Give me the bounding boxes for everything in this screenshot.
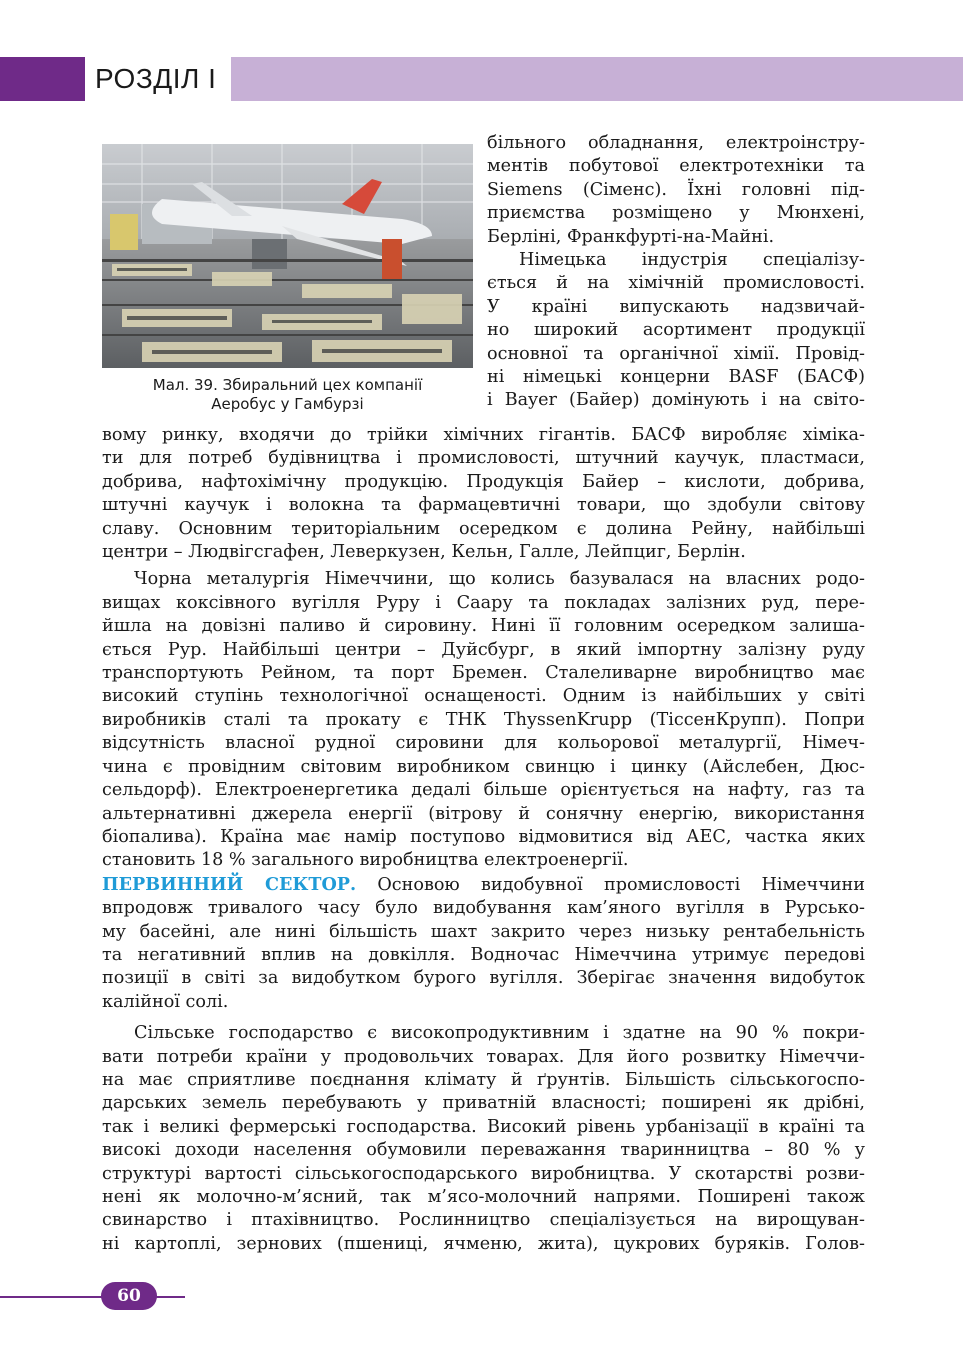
text-line: ється й на хімічній промисловості. bbox=[487, 273, 865, 294]
text-line: Сільське господарство є високопродуктивним і здатне на 90 % покри- bbox=[134, 1023, 865, 1044]
airbus-assembly-photo bbox=[102, 144, 473, 368]
text-line: ні картоплі, зернових (пшениці, ячменю, жита), цукрових буряків. Голов- bbox=[102, 1233, 865, 1254]
chapter-title: РОЗДІЛ І bbox=[95, 63, 217, 94]
text-line: дарських земель перебувають у приватній власності; поширені як дрібні, bbox=[102, 1093, 865, 1114]
paragraph-chemical-cont bbox=[102, 424, 865, 564]
text-line: біопалива). Країна має намір поступово відмовитися від АЕС, частка яких bbox=[102, 826, 865, 847]
text-line: сельдорф). Електроенергетика дедалі більше орієнтується на нафту, газ та bbox=[102, 780, 865, 801]
text-line: му басейні, але нині більшість шахт закрито через низьку рентабельність bbox=[102, 921, 865, 942]
text-line: транспортують Рейном, та порт Бремен. Сталеливарне виробництво має bbox=[102, 663, 865, 684]
text-line: так і великі фермерські господарства. Високий рівень урбанізації в країні та bbox=[102, 1116, 865, 1137]
text-line: центри – Людвігсгафен, Леверкузен, Кельн, Галле, Лейпциг, Берлін. bbox=[102, 542, 746, 563]
text-line: на має сприятливе поєднання клімату й ґрунтів. Більшість сільськогоспо- bbox=[102, 1069, 865, 1090]
text-line: Німецька індустрія спеціалізу- bbox=[519, 250, 865, 271]
caption-line: Аеробус у Гамбурзі bbox=[211, 395, 364, 413]
paragraph-agriculture bbox=[102, 1022, 865, 1256]
text-line: Siemens (Сіменс). Їхні головні під- bbox=[487, 179, 865, 200]
text-line: альтернативні джерела енергії (вітрову й сонячну енергію, використання bbox=[102, 803, 865, 824]
narrow-column-text bbox=[487, 132, 865, 413]
paragraph-metallurgy bbox=[102, 568, 865, 872]
paragraph-primary-sector bbox=[102, 873, 865, 1014]
text-line: структурі вартості сільськогосподарського виробництва. У скотарстві розви- bbox=[102, 1163, 865, 1184]
caption-line: Мал. 39. Збиральний цех компанії bbox=[152, 376, 423, 394]
text-line: та негативний вплив на довкілля. Водночас Німеччина утримує передові bbox=[102, 944, 865, 965]
text-line: добрива, нафтохімічну продукцію. Продукція Байер – кислоти, добрива, bbox=[102, 471, 865, 492]
text-line: штучні каучук і волокна та фармацевтичні товари, що здобули світову bbox=[102, 495, 865, 516]
chapter-header-band bbox=[231, 57, 963, 101]
text-line: впродовж тривалого часу було видобування кам’яного вугілля в Рурсько- bbox=[102, 898, 865, 919]
text-line: виробників сталі та прокату є ТНК ThyssenKrupp (ТіссенКрупп). Попри bbox=[102, 709, 865, 730]
text-line: ні німецькі концерни BASF (БАСФ) bbox=[487, 367, 865, 388]
text-line: відсутність власної рудної сировини для кольорової металургії, Німеч- bbox=[102, 733, 865, 754]
text-line: становить 18 % загального виробництва електроенергії. bbox=[102, 850, 629, 871]
text-line: ментів побутової електротехніки та bbox=[487, 156, 865, 177]
text-line: свинарство і птахівництво. Рослинництво спеціалізується на вирощуван- bbox=[102, 1210, 865, 1231]
text-line: вати потреби країни у продовольчих товарах. Для його розвитку Німеччи- bbox=[102, 1046, 865, 1067]
paragraph-chemical bbox=[487, 249, 865, 413]
text-line: йшла на довізні паливо й сировину. Нині її головним осередком залиша- bbox=[102, 616, 865, 637]
chapter-marker-bar bbox=[0, 57, 85, 101]
text-line: більного обладнання, електроінстру- bbox=[487, 133, 865, 153]
text-line: Берліні, Франкфурті-на-Майні. bbox=[487, 226, 775, 247]
text-line: славу. Основним територіальним осередком є долина Рейну, найбільші bbox=[102, 518, 865, 539]
text-line: вищах коксівного вугілля Руру і Саару та покладах залізних руд, пере- bbox=[102, 592, 865, 613]
text-line: калійної солі. bbox=[102, 991, 229, 1012]
text-line: но широкий асортимент продукції bbox=[487, 320, 865, 341]
text-line: Чорна металургія Німеччини, що колись базувалася на власних родо- bbox=[134, 569, 865, 590]
text-line: високий ступінь технологічної оснащеності. Одним із найбільших у світі bbox=[102, 686, 865, 707]
text-line: ти для потреб будівництва і промисловості, штучний каучук, пластмаси, bbox=[102, 448, 865, 469]
text-line: приємства розміщено у Мюнхені, bbox=[487, 203, 865, 224]
text-line: основної та органічної хімії. Провід- bbox=[487, 343, 865, 364]
text-line: нені як молочно-м’ясний, так м’ясо-молочний напрями. Поширені також bbox=[102, 1187, 865, 1207]
text-line: ється Рур. Найбільші центри – Дуйсбург, в який імпортну залізну руду bbox=[102, 639, 865, 660]
wide-text-block bbox=[102, 424, 865, 1256]
text-line: високі доходи населення обумовили переважання тваринництва – 80 % у bbox=[102, 1140, 865, 1161]
text-line: чина є провідним світовим виробником свинцю і цинку (Айслебен, Дюс- bbox=[102, 756, 865, 777]
footer-rule bbox=[0, 1296, 185, 1298]
section-heading-primary-sector: ПЕРВИННИЙ СЕКТОР. bbox=[102, 873, 357, 895]
text-line: і Bayer (Байер) домінують і на світо- bbox=[487, 390, 865, 411]
figure-caption bbox=[102, 376, 473, 414]
text-line: ПЕРВИННИЙ СЕКТОР. Основою видобувної промисловості Німеччини bbox=[102, 873, 865, 895]
text-line: У країні випускають надзвичай- bbox=[487, 296, 865, 317]
text-line: вому ринку, входячи до трійки хімічних гігантів. БАСФ виробляє хіміка- bbox=[102, 425, 865, 445]
page-number-badge: 60 bbox=[101, 1282, 157, 1310]
paragraph-electrotech bbox=[487, 132, 865, 249]
text-line: позиції в світі за видобутком бурого вугілля. Зберігає значення видобуток bbox=[102, 968, 865, 989]
